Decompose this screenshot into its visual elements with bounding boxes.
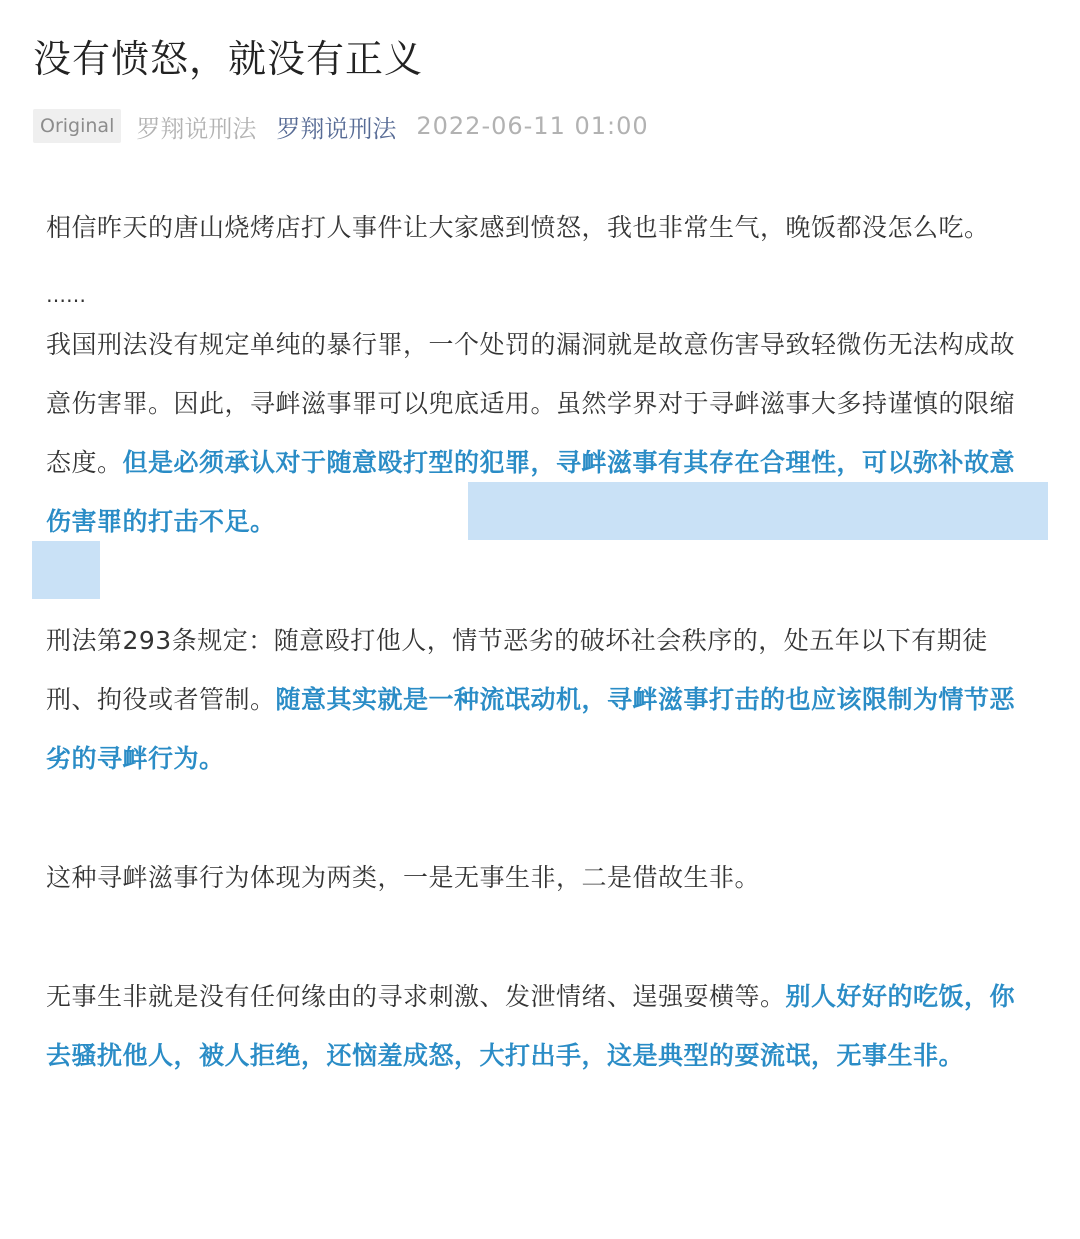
highlighted-text: 随意其实就是一种流氓动机，寻衅滋事打击的也应该限制为情节恶劣的寻衅行为。 xyxy=(46,685,1016,773)
account-link[interactable]: 罗翔说刑法 xyxy=(276,114,397,143)
paragraph-text: 我国刑法没有规定单纯的暴行罪，一个处罚的漏洞就是故意伤害导致轻微伤无法构成故意伤害罪。因此，寻衅滋事罪可以兜底适用。虽然学界对于寻衅滋事大多持谨慎的限缩态度。 xyxy=(46,330,1016,477)
paragraph-1 xyxy=(46,198,1038,257)
publish-date: 2022-06-11 01:00 xyxy=(416,112,649,140)
text-selection-highlight xyxy=(468,482,1048,540)
text-selection-highlight xyxy=(32,541,100,599)
paragraph-text: 这种寻衅滋事行为体现为两类，一是无事生非，二是借故生非。 xyxy=(46,863,761,892)
paragraph-5 xyxy=(46,967,1038,1085)
author-name: 罗翔说刑法 xyxy=(136,114,257,143)
paragraph-text: 相信昨天的唐山烧烤店打人事件让大家感到愤怒，我也非常生气，晚饭都没怎么吃。 xyxy=(46,213,990,242)
ellipsis-separator: …… xyxy=(46,283,86,307)
paragraph-text: 无事生非就是没有任何缘由的寻求刺激、发泄情绪、逞强耍横等。 xyxy=(46,982,786,1011)
paragraph-text: 刑法第293条规定：随意殴打他人，情节恶劣的破坏社会秩序的，处五年以下有期徒刑、拘役或者管制。 xyxy=(46,626,988,714)
paragraph-3 xyxy=(46,611,1038,788)
article-meta xyxy=(33,108,649,144)
article-body xyxy=(46,198,1038,1085)
highlighted-text: 但是必须承认对于随意殴打型的犯罪，寻衅滋事有其存在合理性，可以弥补故意伤害罪的打击不足。 xyxy=(46,448,1016,536)
paragraph-4 xyxy=(46,848,1038,907)
article-title: 没有愤怒，就没有正义 xyxy=(33,37,424,81)
original-badge: Original xyxy=(33,109,121,143)
highlighted-text: 别人好好的吃饭，你去骚扰他人，被人拒绝，还恼羞成怒，大打出手，这是典型的耍流氓，无事生非。 xyxy=(46,982,1016,1070)
